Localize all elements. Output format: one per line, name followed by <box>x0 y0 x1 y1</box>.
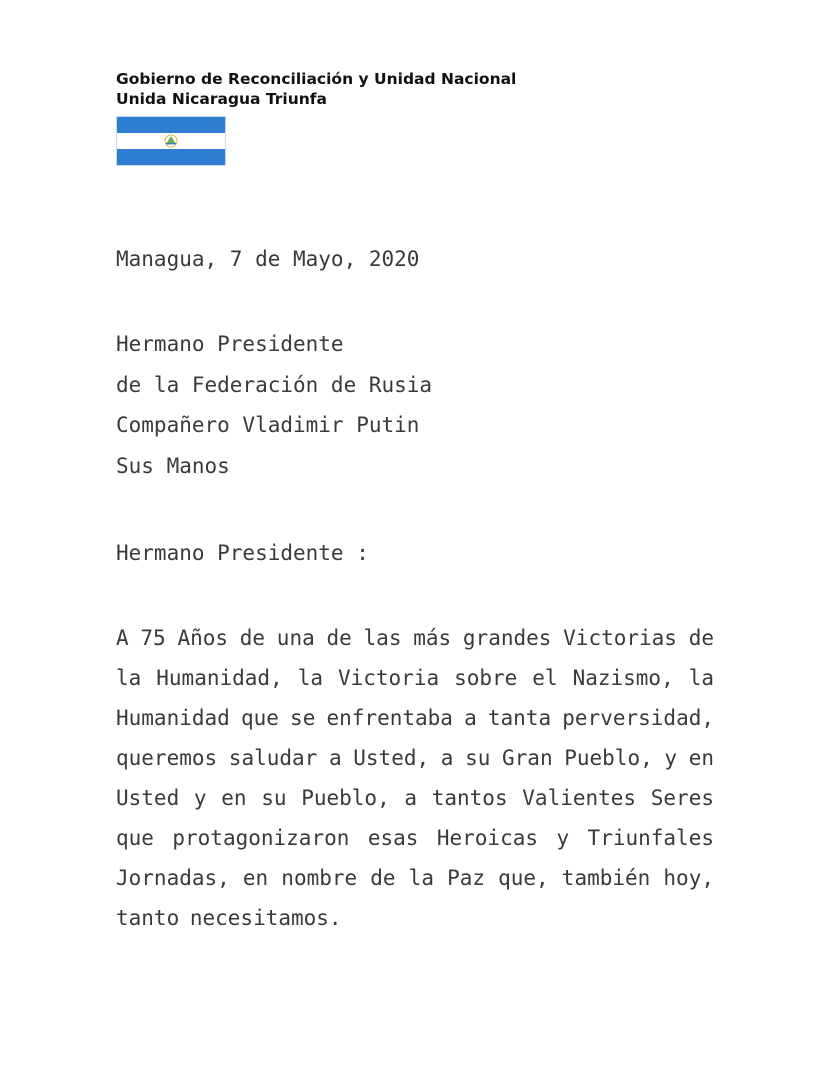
recipient-line: Sus Manos <box>116 453 230 478</box>
letterhead <box>116 69 516 109</box>
recipient-line: Hermano Presidente <box>116 332 344 356</box>
letterhead-motto: Unida Nicaragua Triunfa <box>116 90 328 108</box>
letter-date: Managua, 7 de Mayo, 2020 <box>116 247 420 271</box>
recipient-block <box>116 324 714 486</box>
letterhead-government-name: Gobierno de Reconciliación y Unidad Nacional <box>116 70 517 88</box>
letter-greeting: Hermano Presidente : <box>116 541 369 565</box>
recipient-line: de la Federación de Rusia <box>116 372 433 397</box>
letter-body: A 75 Años de una de las más grandes Victorias de la Humanidad, la Victoria sobre el Nazismo, la Humanidad que se enfrentaba a tanta perversidad, queremos saludar a Usted, a su Gran Pueblo, y en Usted y en su Pueblo, a tantos Valientes Seres que protagonizaron esas Heroicas y Triunfales Jornadas, en nombre de la Paz que, también hoy, tanto necesitamos. <box>116 626 714 930</box>
nicaragua-flag-icon <box>116 116 226 166</box>
recipient-line: Compañero Vladimir Putin <box>116 413 420 437</box>
